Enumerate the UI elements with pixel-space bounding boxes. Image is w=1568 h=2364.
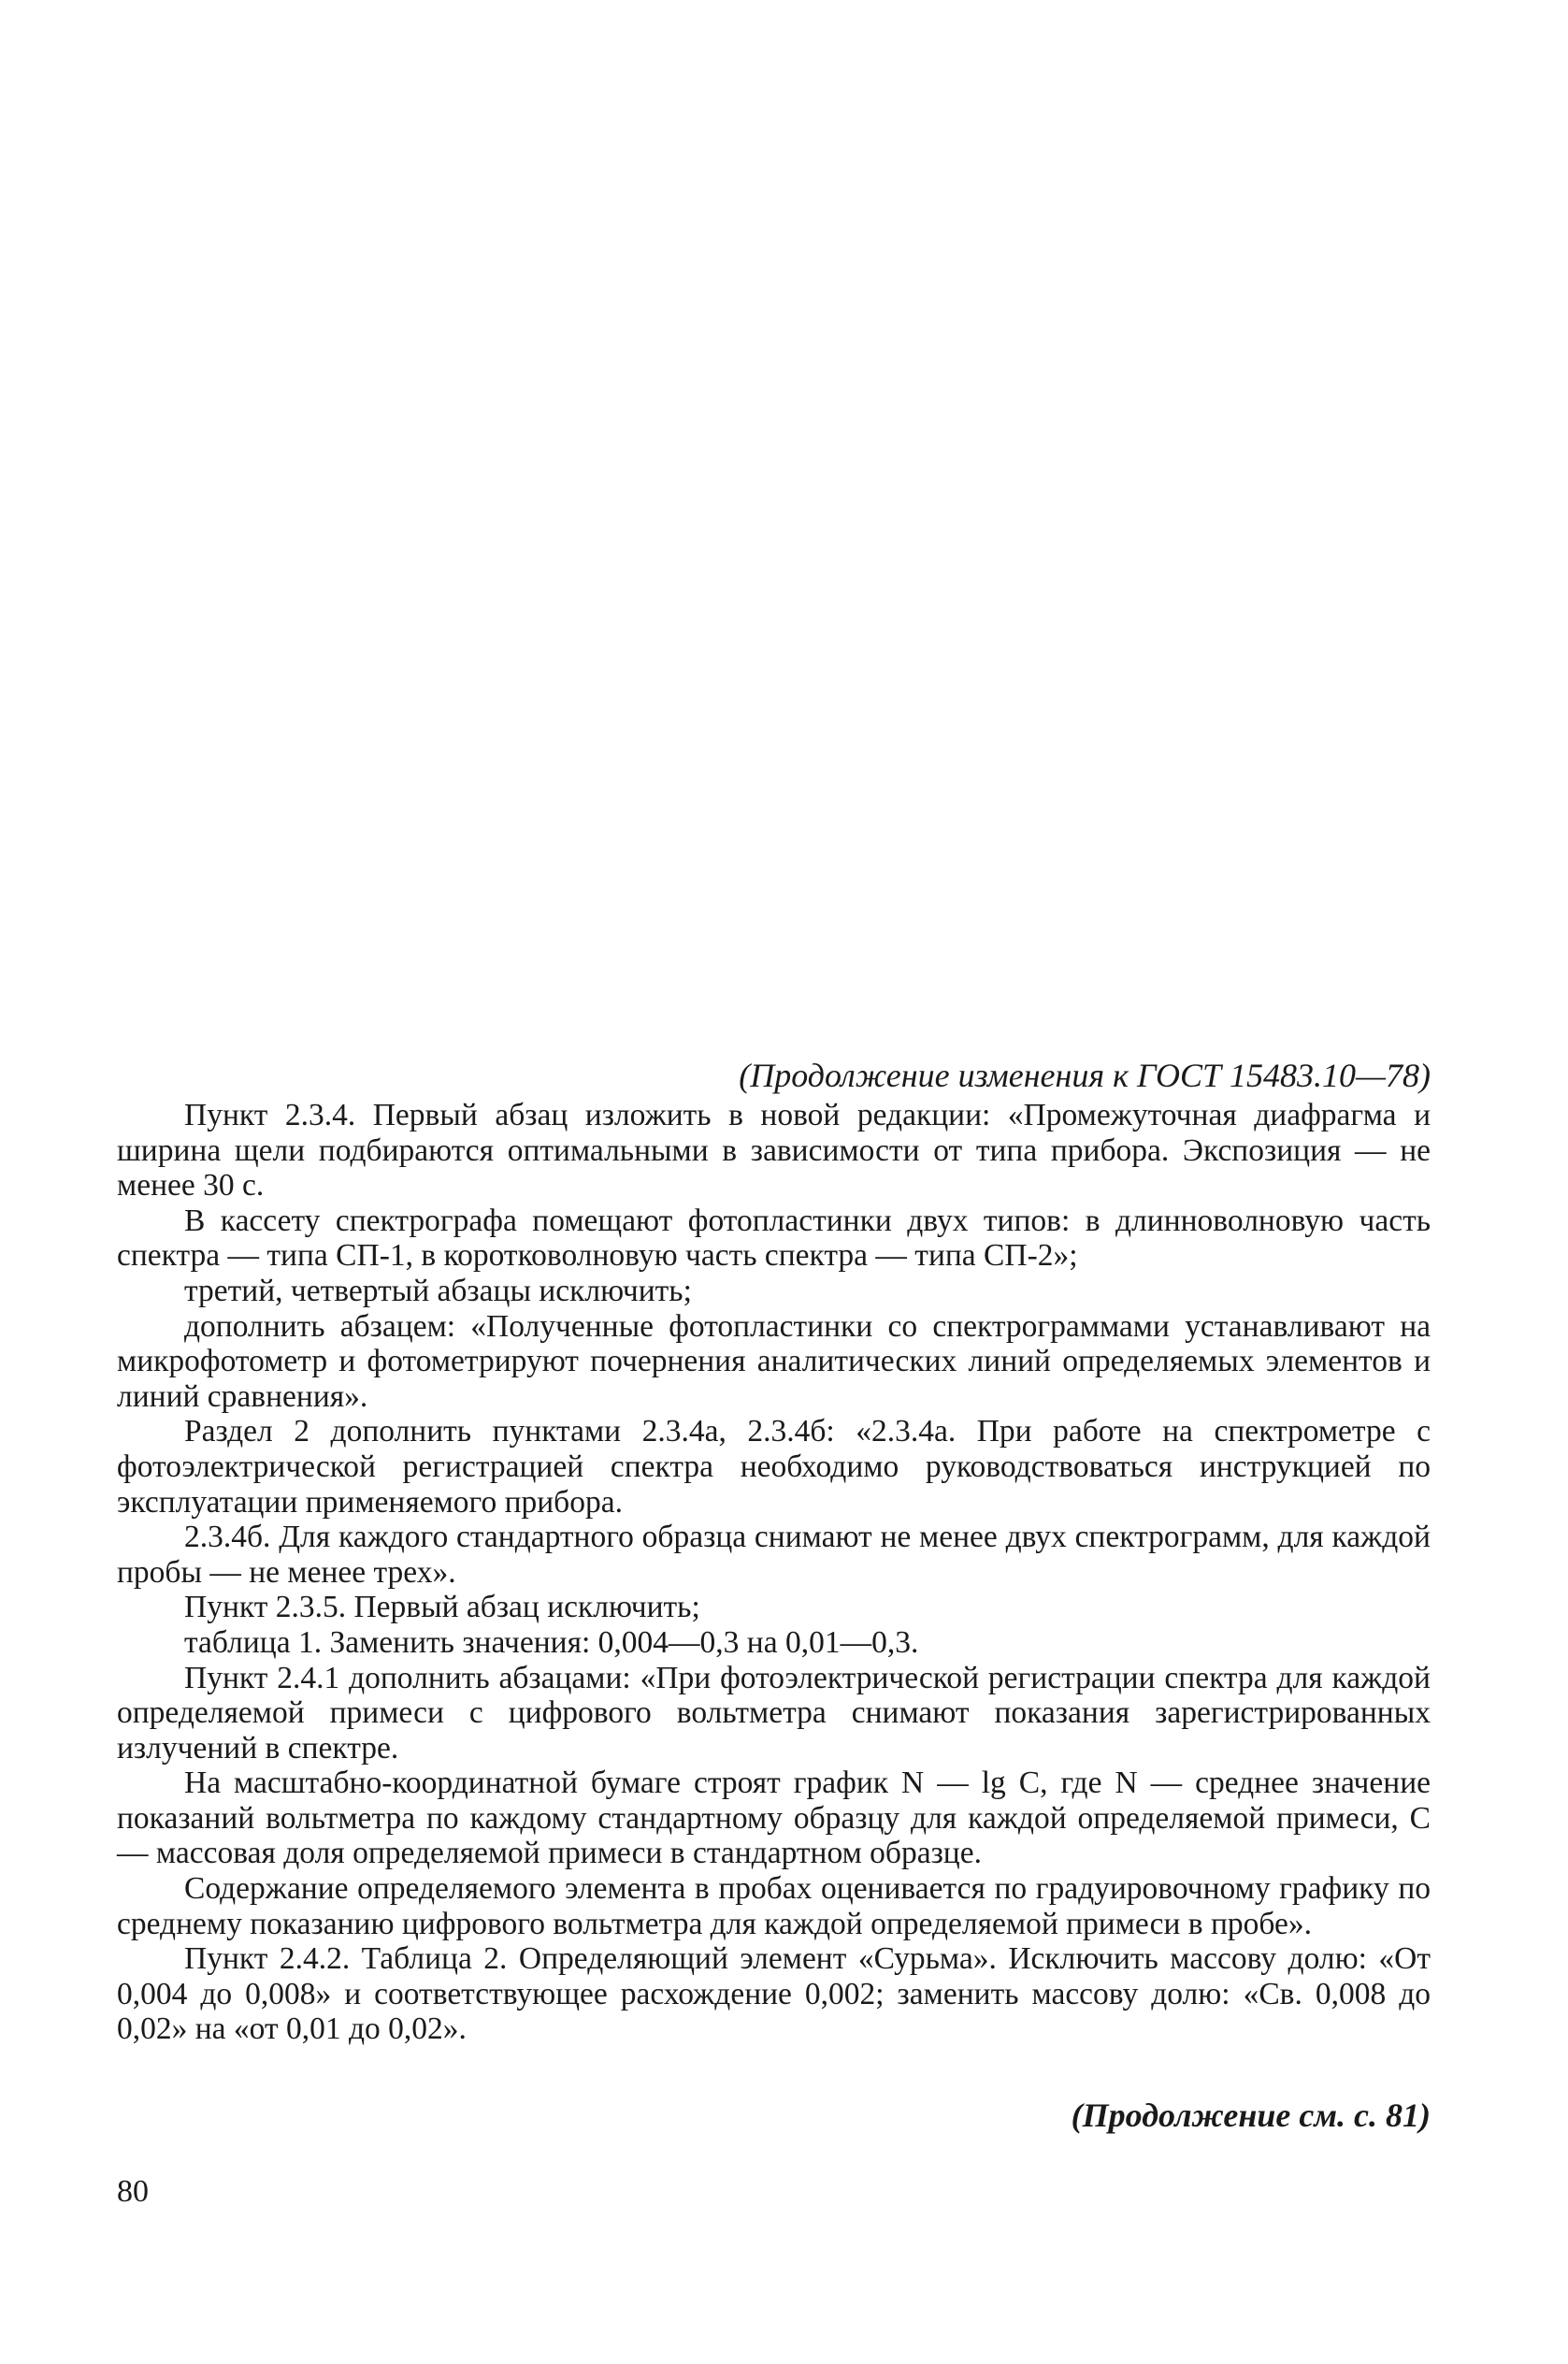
paragraph-2-3-4b: 2.3.4б. Для каждого стандартного образца снимают не менее двух спектрограмм, для каждой пробы — не менее трех». (117, 1520, 1431, 1590)
paragraph-table-1: таблица 1. Заменить значения: 0,004—0,3 на 0,01—0,3. (184, 1624, 919, 1660)
paragraph-item-2-3-5: Пункт 2.3.5. Первый абзац исключить; (184, 1590, 700, 1625)
continuation-header: (Продолжение изменения к ГОСТ 15483.10—78) (739, 1057, 1431, 1094)
paragraph-cassette: В кассету спектрографа помещают фотопластинки двух типов: в длинноволновую часть спектра — типа СП-1, в коротковолновую часть спектра — типа СП-2»; (117, 1203, 1431, 1274)
page-number: 80 (117, 2174, 149, 2209)
paragraph-exclude-third-fourth: третий, четвертый абзацы исключить; (184, 1273, 692, 1308)
continuation-footer: (Продолжение см. с. 81) (1071, 2097, 1431, 2134)
paragraph-item-2-3-4: Пункт 2.3.4. Первый абзац изложить в новой редакции: «Промежуточная диафрагма и ширина щели подбираются оптимальными в зависимости от типа прибора. Экспозиция — не менее 30 с. (117, 1098, 1431, 1204)
paragraph-graph-n-lgc: На масштабно-координатной бумаге строят график N — lg C, где N — среднее значение показаний вольтметра по каждому стандартному образцу для каждой определяемой примеси, C — массовая доля определяемой примеси в стандартном образце. (117, 1766, 1431, 1871)
document-body (117, 1098, 1431, 2047)
paragraph-section-2-add: Раздел 2 дополнить пунктами 2.3.4а, 2.3.4б: «2.3.4а. При работе на спектрометре с фотоэлектрической регистрацией спектра необходимо руководствоваться инструкцией по эксплуатации применяемого прибора. (117, 1414, 1431, 1520)
paragraph-item-2-4-2: Пункт 2.4.2. Таблица 2. Определяющий элемент «Сурьма». Исключить массову долю: «От 0,004 до 0,008» и соответствующее расхождение 0,002; заменить массову долю: «Св. 0,008 до 0,02» на «от 0,01 до 0,02». (117, 1941, 1431, 2047)
paragraph-element-content: Содержание определяемого элемента в пробах оценивается по градуировочному графику по среднему показанию цифрового вольтметра для каждой определяемой примеси в пробе». (117, 1871, 1431, 1941)
paragraph-item-2-4-1: Пункт 2.4.1 дополнить абзацами: «При фотоэлектрической регистрации спектра для каждой определяемой примеси с цифрового вольтметра снимают показания зарегистрированных излучений в спектре. (117, 1660, 1431, 1766)
paragraph-add-photoplates: дополнить абзацем: «Полученные фотопластинки со спектрограммами устанавливают на микрофотометр и фотометрируют почернения аналитических линий определяемых элементов и линий сравнения». (117, 1308, 1431, 1414)
